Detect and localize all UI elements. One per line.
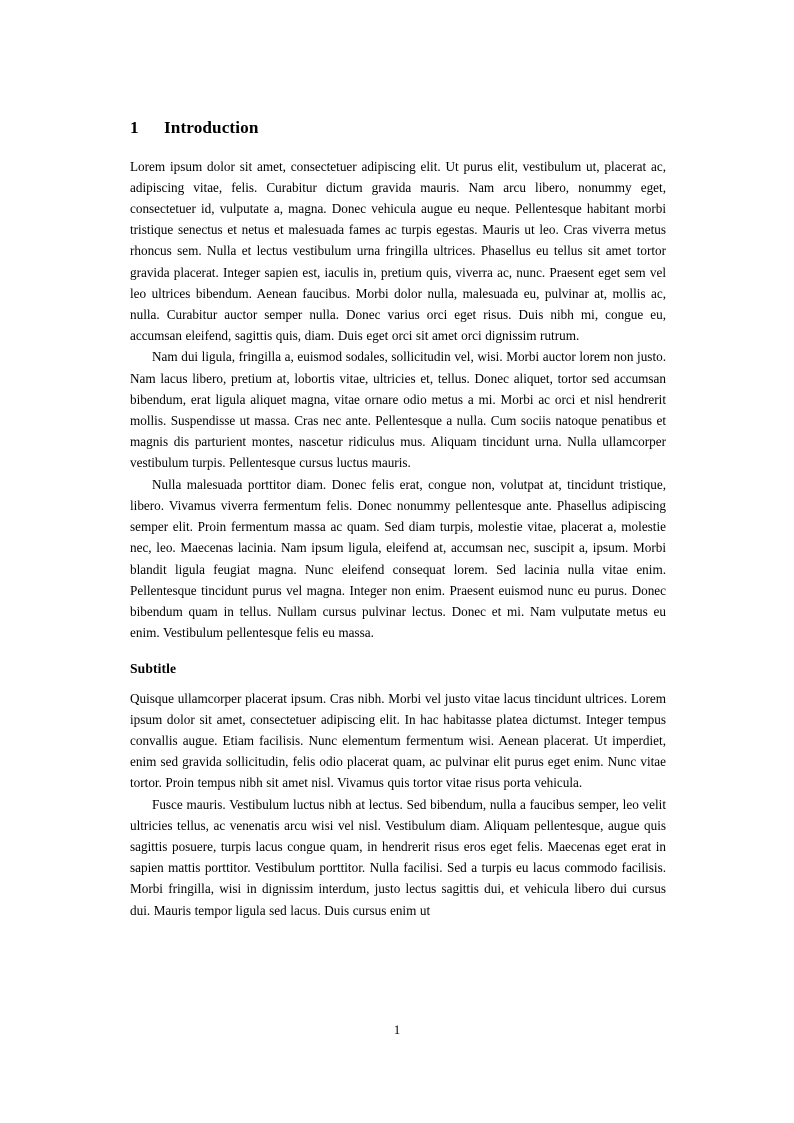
page-content	[130, 118, 666, 921]
page-number: 1	[393, 1023, 401, 1037]
subsection-paragraph-1: Quisque ullamcorper placerat ipsum. Cras nibh. Morbi vel justo vitae lacus tincidunt ultrices. Lorem ipsum dolor sit amet, consectetuer adipiscing elit. In hac habitasse platea dictumst. Integer tempus convallis augue. Etiam facilisis. Nunc elementum fermentum wisi. Aenean placerat. Ut imperdiet, enim sed gravida sollicitudin, felis odio placerat quam, ac pulvinar elit purus eget enim. Nunc vitae tortor. Proin tempus nibh sit amet nisl. Vivamus quis tortor vitae risus porta vehicula.	[130, 690, 666, 791]
section-title: Introduction	[164, 118, 259, 137]
paragraph-3: Nulla malesuada porttitor diam. Donec felis erat, congue non, volutpat at, tincidunt tristique, libero. Vivamus viverra fermentum felis. Donec nonummy pellentesque ante. Phasellus adipiscing semper elit. Proin fermentum massa ac quam. Sed diam turpis, molestie vitae, placerat a, molestie nec, leo. Maecenas lacinia. Nam ipsum ligula, eleifend at, accumsan nec, suscipit a, ipsum. Morbi blandit ligula feugiat magna. Nunc eleifend consequat lorem. Sed lacinia nulla vitae enim. Pellentesque tincidunt purus vel magna. Integer non enim. Praesent euismod nunc eu purus. Donec bibendum quam in tellus. Nullam cursus pulvinar lectus. Donec et mi. Nam vulputate metus eu enim. Vestibulum pellentesque felis eu massa.	[130, 476, 666, 641]
subsection-paragraph-2: Fusce mauris. Vestibulum luctus nibh at lectus. Sed bibendum, nulla a faucibus semper, leo velit ultricies tellus, ac venenatis arcu wisi vel nisl. Vestibulum diam. Aliquam pellentesque, augue quis sagittis posuere, turpis lacus congue quam, in hendrerit risus eros eget felis. Maecenas eget erat in sapien mattis porttitor. Vestibulum porttitor. Nulla facilisi. Sed a turpis eu lacus commodo facilisis. Morbi fringilla, wisi in dignissim interdum, justo lectus sagittis dui, et vehicula libero dui cursus dui. Mauris tempor ligula sed lacus. Duis cursus enim ut	[130, 796, 666, 918]
paragraph-1: Lorem ipsum dolor sit amet, consectetuer adipiscing elit. Ut purus elit, vestibulum ut, placerat ac, adipiscing vitae, felis. Curabitur dictum gravida mauris. Nam arcu libero, nonummy eget, consectetuer id, vulputate a, magna. Donec vehicula augue eu neque. Pellentesque habitant morbi tristique senectus et netus et malesuada fames ac turpis egestas. Mauris ut leo. Cras viverra metus rhoncus sem. Nulla et lectus vestibulum urna fringilla ultrices. Phasellus eu tellus sit amet tortor gravida placerat. Integer sapien est, iaculis in, pretium quis, viverra ac, nunc. Praesent eget sem vel leo ultrices bibendum. Aenean faucibus. Morbi dolor nulla, malesuada eu, pulvinar at, mollis ac, nulla. Curabitur auctor semper nulla. Donec varius orci eget risus. Duis nibh mi, congue eu, accumsan eleifend, sagittis quis, diam. Duis eget orci sit amet orci dignissim rutrum.	[130, 158, 666, 344]
section-number: 1	[130, 118, 139, 137]
section-heading	[130, 118, 666, 139]
paragraph-2: Nam dui ligula, fringilla a, euismod sodales, sollicitudin vel, wisi. Morbi auctor lorem non justo. Nam lacus libero, pretium at, lobortis vitae, ultricies et, tellus. Donec aliquet, tortor sed accumsan bibendum, erat ligula aliquet magna, vitae ornare odio metus a mi. Morbi ac orci et nisl hendrerit mollis. Suspendisse ut massa. Cras nec ante. Pellentesque a nulla. Cum sociis natoque penatibus et magnis dis parturient montes, nascetur ridiculus mus. Aliquam tincidunt urna. Nulla ullamcorper vestibulum turpis. Pellentesque cursus luctus mauris.	[130, 349, 666, 471]
subsection-heading: Subtitle	[130, 661, 177, 677]
